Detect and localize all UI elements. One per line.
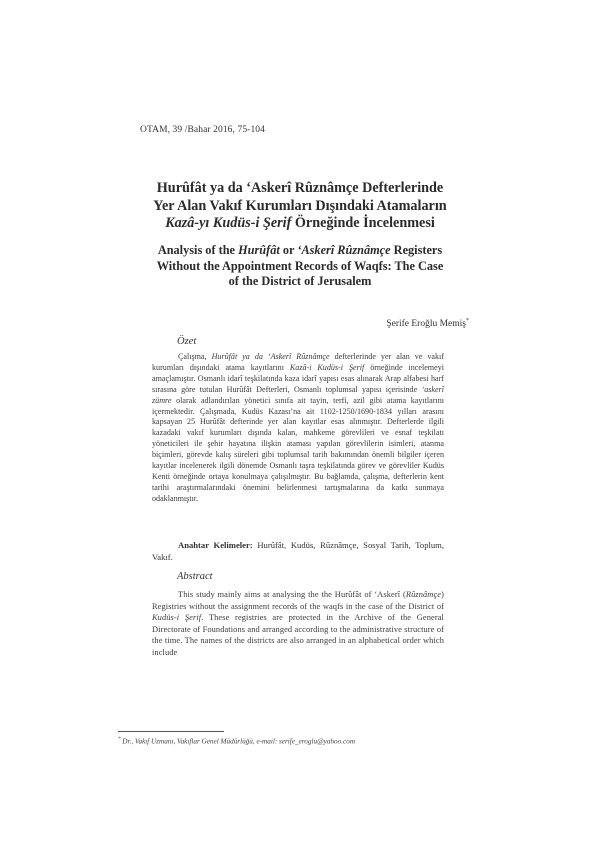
abstract-paragraph <box>152 589 444 658</box>
journal-citation: OTAM, 39 /Bahar 2016, 75-104 <box>140 125 265 135</box>
ozet-i2: Kazâ-i Kudüs-i Şerif <box>289 362 365 372</box>
keywords-text: Hurûfât, Kudüs, Rûznâmçe, Sosyal Tarih, Toplum, Vakıf. <box>152 540 445 562</box>
title-tr-line3-italic: Kazâ-yı Kudüs-i Şerif <box>165 215 292 231</box>
ozet-t2: defterlerinde yer alan ve vakıf kurumları dışındaki atama kayıtlarını <box>152 352 445 372</box>
ozet-paragraph <box>152 352 444 505</box>
abstract-t2: ) Registries without the assignment records of the waqfs in the case of the District of <box>152 590 444 611</box>
abstract-i2: Kudüs-i Şerif <box>152 613 202 622</box>
abstract-heading: Abstract <box>177 571 213 582</box>
abstract-t3: . These registries are protected in the Archive of the General Directorate of Foundations and arranged according to the administrative structure of the time. The names of the districts are also arranged in an alphabetical order which include <box>152 613 444 657</box>
author-name <box>386 318 469 329</box>
footnote <box>118 737 355 745</box>
title-en-line3: of the District of Jerusalem <box>228 274 372 288</box>
title-en-part1: Analysis of the <box>157 243 239 257</box>
ozet-t3: örneğinde incelemeyi amaçlamıştır. Osmanlı idarî teşkilatında kaza idarî yapısı esas alınarak Arap alfabesi harf sırasına göre tutulan Hurûfât Defterleri, Osmanlı toplumsal yapısı içerisinde <box>152 362 444 394</box>
title-en-part2: or <box>279 243 298 257</box>
author-name-text: Şerife Eroğlu Memiş <box>386 319 466 330</box>
ozet-t4: olarak adlandırılan yönetici sınıfa ait tayin, terfi, azil gibi atama kayıtlarını içermektedir. Çalışmada, Kudüs Kazası’na ait 1102-1250/1690-1834 yılları arasını kapsayan 25 Hurûfât defterinde yer alan kayıtlar esas alınmıştır. Defterlerde ilgili kazadaki vakıf kurumları dışında kalan, mahkeme görevlileri ve esnaf teşkilatı yöneticileri ile şehir hayatına ilişkin ataması yapılan görevlilerin isimleri, atanma biçimleri, görevde kalış süreleri gibi toplumsal tarih bakımından önemli bilgiler içeren kayıtlar incelenerek ilgili dönemde Osmanlı taşra teşkilatında görev ve görevliler Kudüs Kenti örneğinde ortaya konulmaya çalışılmıştır. Bu bağlamda, çalışma, defterlerin kent tarihi araştırmalarındaki önemini belirlenmesi tartışmalarına da katkı sunmaya odaklanmıştır. <box>152 395 444 503</box>
keywords-label: Anahtar Kelimeler: <box>178 540 253 550</box>
author-footnote-mark: * <box>466 318 469 324</box>
title-tr-line1: Hurûfât ya da ‘Askerî Rûznâmçe Defterlerinde <box>156 180 444 196</box>
ozet-i3: ‘askerî zümre <box>152 384 444 405</box>
footnote-divider <box>118 731 224 732</box>
title-en-line1 <box>120 243 480 259</box>
ozet-i1: Hurûfât ya da ‘Askerî Rûznâmçe <box>211 352 330 361</box>
ozet-t1: Çalışma, <box>178 352 212 361</box>
title-english <box>120 243 480 290</box>
title-en-italic2: ‘Askerî Rûznâmçe <box>297 243 391 257</box>
title-en-part3: Registers <box>390 243 443 257</box>
title-tr-line3 <box>120 215 480 233</box>
abstract-i1: Rûznâmçe <box>405 590 442 599</box>
footnote-text: Dr., Vakıf Uzmanı, Vakıflar Genel Müdürlüğü, e-mail: serife_eroglu@yahoo.com <box>120 737 356 746</box>
abstract-t1: This study mainly aims at analysing the the Hurûfât of ‘Askerî ( <box>178 590 406 599</box>
title-en-line2: Without the Appointment Records of Waqfs: The Case <box>156 258 444 273</box>
ozet-heading: Özet <box>177 336 197 347</box>
keywords <box>152 539 444 563</box>
title-turkish <box>120 180 480 233</box>
footnote-mark: * <box>118 737 121 742</box>
title-tr-line2: Yer Alan Vakıf Kurumları Dışındaki Atamaların <box>153 197 447 214</box>
title-en-italic1: Hurûfât <box>238 243 280 257</box>
title-tr-line3-rest: Örneğinde İncelenmesi <box>291 215 435 231</box>
